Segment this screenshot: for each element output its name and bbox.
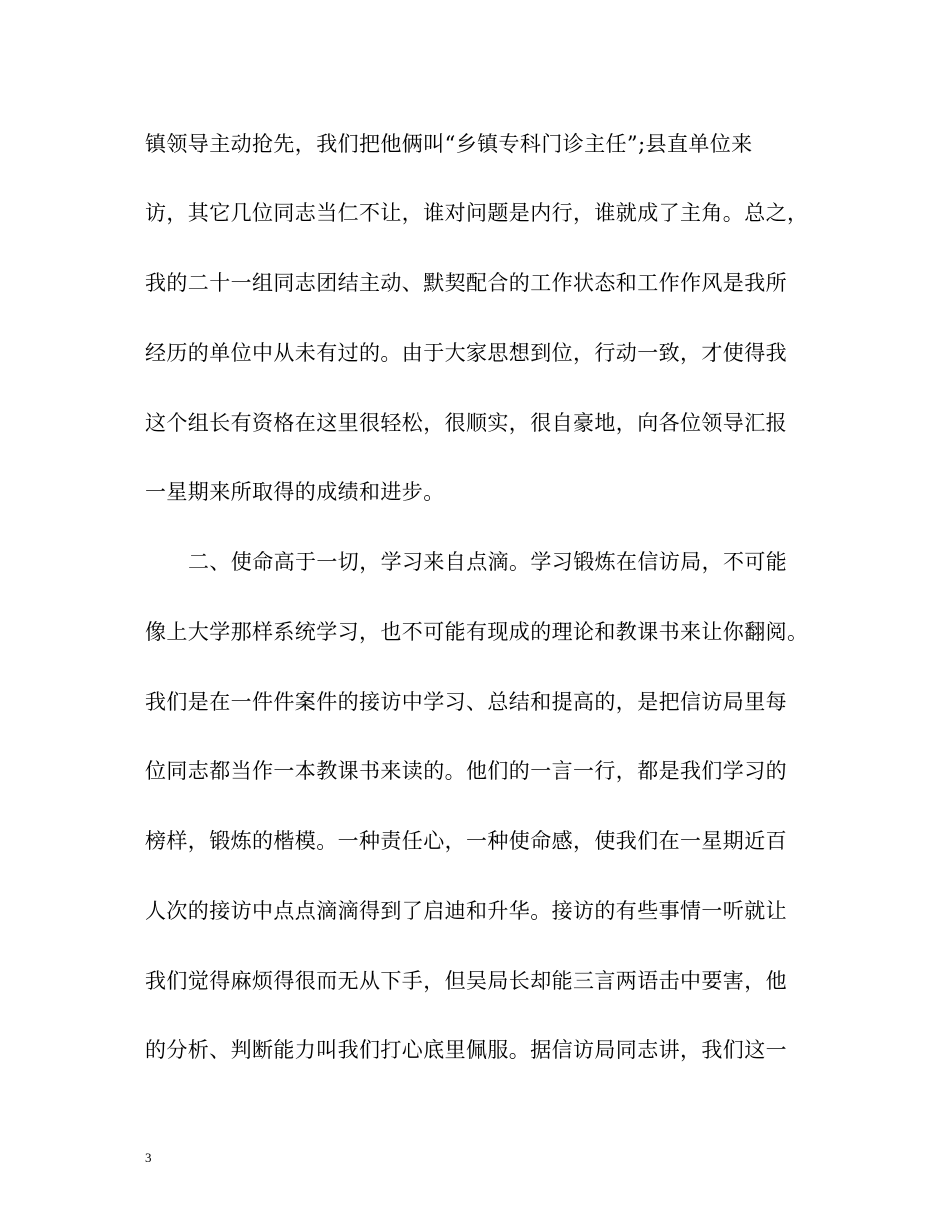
text-line: 我们觉得麻烦得很而无从下手，但吴局长却能三言两语击中要害，他 [145,969,787,993]
text-line: 一星期来所取得的成绩和进步。 [145,480,445,504]
page-number: 3 [145,1150,152,1165]
text-line: 榜样，锻炼的楷模。一种责任心，一种使命感，使我们在一星期近百 [145,829,787,853]
paragraph-start-line: 二、使命高于一切，学习来自点滴。学习锻炼在信访局，不可能 [188,550,788,574]
text-line: 的分析、判断能力叫我们打心底里佩服。据信访局同志讲，我们这一 [145,1038,787,1062]
text-line: 我们是在一件件案件的接访中学习、总结和提高的，是把信访局里每 [145,690,787,714]
text-line: 位同志都当作一本教课书来读的。他们的一言一行，都是我们学习的 [145,759,787,783]
text-line: 镇领导主动抢先，我们把他俩叫“乡镇专科门诊主任”;县直单位来 [145,132,753,156]
text-line: 人次的接访中点点滴滴得到了启迪和升华。接访的有些事情一听就让 [145,899,787,923]
text-line: 我的二十一组同志团结主动、默契配合的工作状态和工作作风是我所 [145,271,787,295]
text-line: 访，其它几位同志当仁不让，谁对问题是内行，谁就成了主角。总之， [145,201,809,225]
text-line: 经历的单位中从未有过的。由于大家思想到位，行动一致，才使得我 [145,341,787,365]
text-line: 像上大学那样系统学习，也不可能有现成的理论和教课书来让你翻阅。 [145,620,809,644]
text-line: 这个组长有资格在这里很轻松，很顺实，很自豪地，向各位领导汇报 [145,411,787,435]
